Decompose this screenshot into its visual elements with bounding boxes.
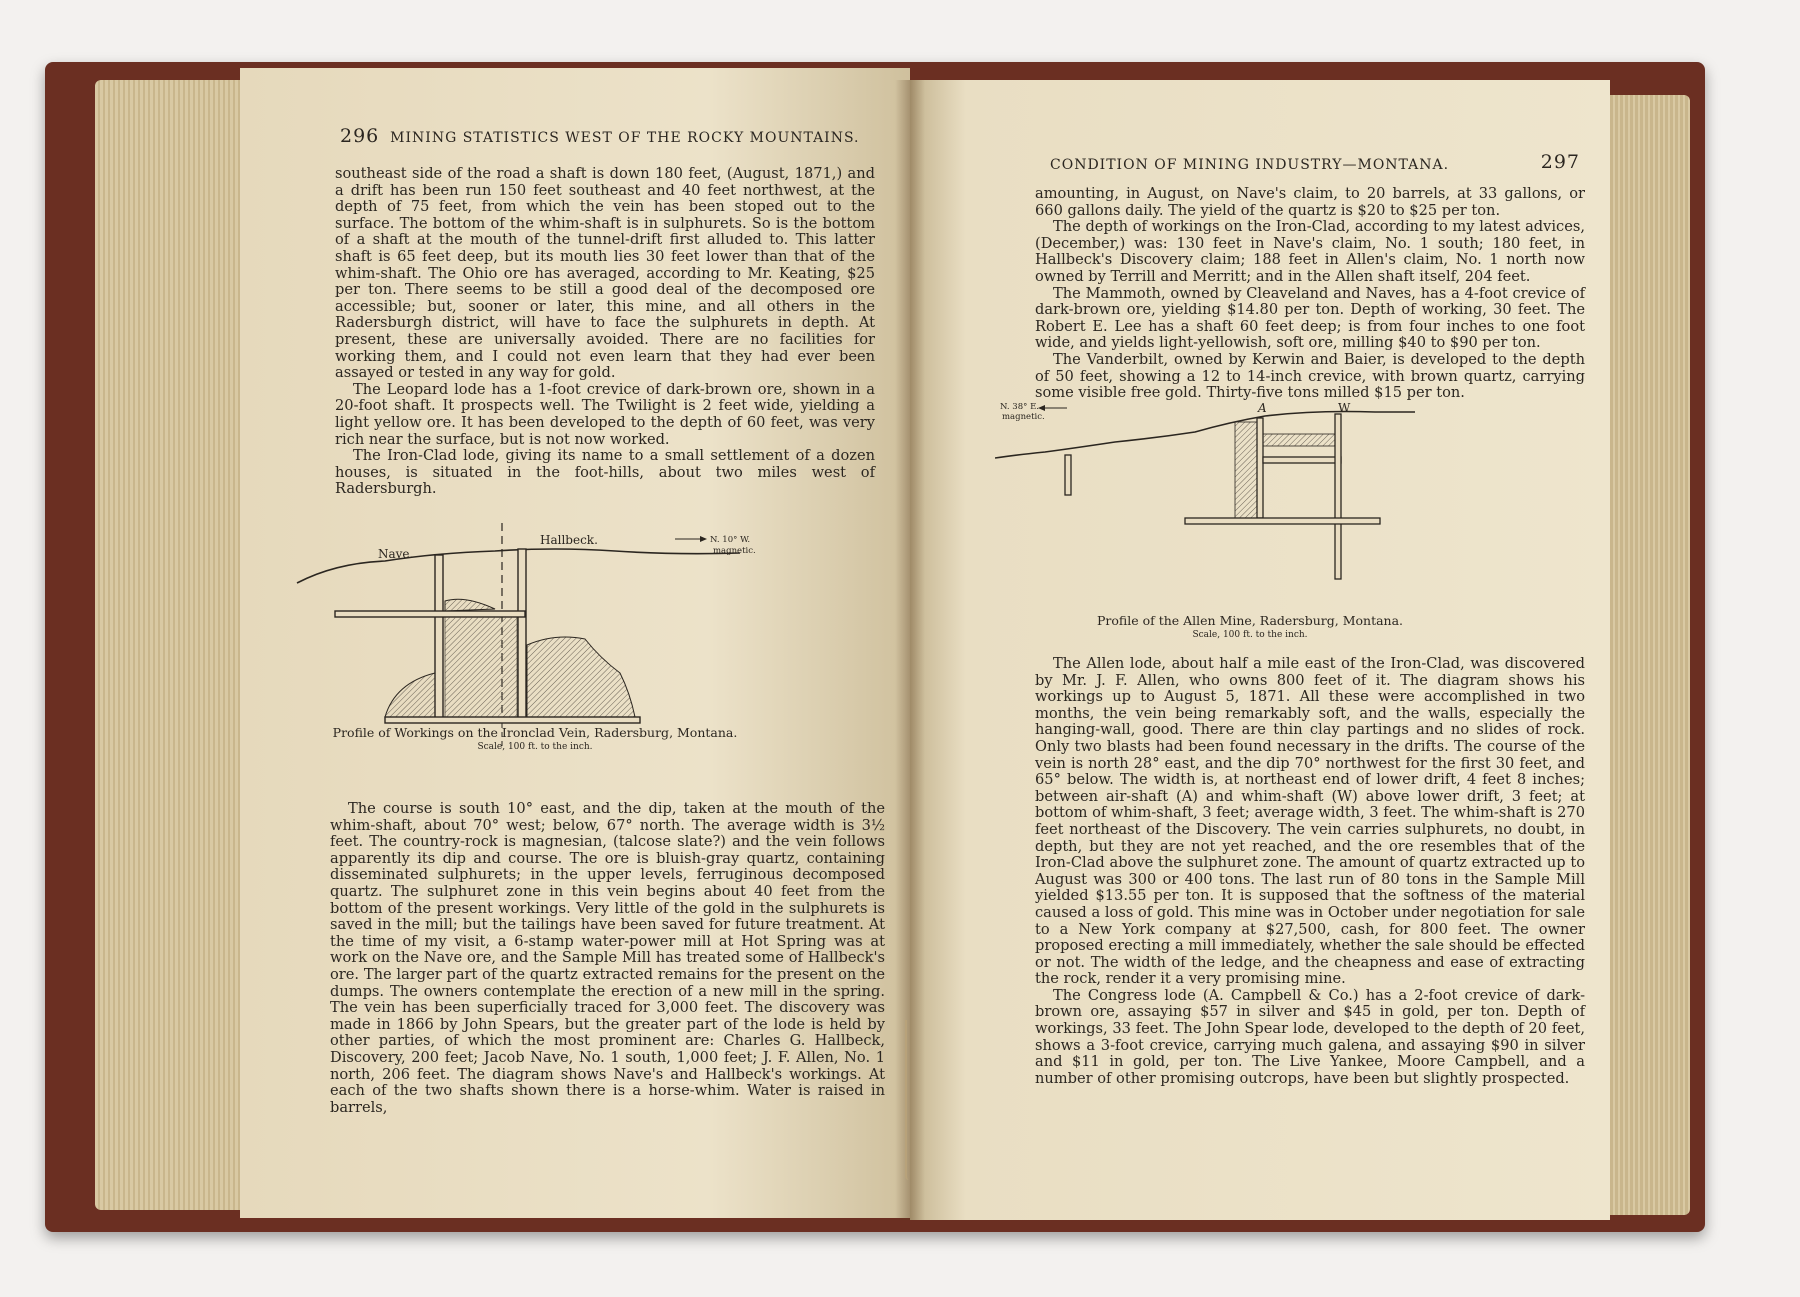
- left-body-top: [335, 166, 875, 498]
- hallbeck-shaft: [518, 549, 526, 719]
- whim-shaft: [1335, 414, 1341, 579]
- label-hallbeck: Hallbeck.: [540, 533, 598, 547]
- left-body-bottom: [330, 801, 885, 1116]
- paragraph: The Allen lode, about half a mile east of the Iron-Clad, was discovered by Mr. J. F. Allen, who owns 800 feet of it. The diagram shows his workings up to August 5, 1871. All these were accomplished in two months, the vein being remarkably soft, and the walls, especially the hanging-wall, good. There are thin clay partings and no slides of rock. Only two blasts had been found necessary in the drifts. The course of the vein is north 28° east, and the dip 70° northwest for the first 30 feet, and 65° below. The width is, at northeast end of lower drift, 4 feet 8 inches; between air-shaft (A) and whim-shaft (W) above lower drift, 3 feet; at bottom of whim-shaft, 3 feet; average width, 3 feet. The whim-shaft is 270 feet northeast of the Discovery. The vein carries sulphurets, no doubt, in depth, but they are not yet reached, and the ore resembles that of the Iron-Clad above the sulphuret zone. The amount of quartz extracted up to August was 300 or 400 tons. The last run of 80 tons in the Sample Mill yielded $13.55 per ton. It is supposed that the softness of the material caused a loss of gold. This mine was in October under negotiation for sale to a New York company at $27,500, cash, for 800 feet. The owner proposed erecting a mill immediately, whether the sale should be effected or not. The width of the ledge, and the cheapness and ease of extracting the rock, render it a very promising mine.: [1035, 655, 1585, 988]
- paragraph: amounting, in August, on Nave's claim, to 20 barrels, at 33 gallons, or 660 gallons daily. The yield of the quartz is $20 to $25 per ton.: [1035, 185, 1585, 219]
- left-page-number: 296: [340, 125, 380, 147]
- paragraph: southeast side of the road a shaft is down 180 feet, (August, 1871,) and a drift has been run 150 feet southeast and 40 feet northwest, at the depth of 75 feet, from which the vein has been stoped out to the surface. The bottom of the whim-shaft is in sulphurets. So is the bottom of a shaft at the mouth of the tunnel-drift first alluded to. This latter shaft is 65 feet deep, but its mouth lies 30 feet lower than that of the whim-shaft. The Ohio ore has averaged, according to Mr. Keating, $25 per ton. There seems to be still a good deal of the decomposed ore accessible; but, sooner or later, this mine, and all others in the Radersburgh district, will have to face the sulphurets in depth. At present, these are universally avoided. There are no facilities for working them, and I could not even learn that they had ever been assayed or tested in any way for gold.: [335, 165, 875, 382]
- bookmark-ribbon: [905, 1020, 913, 1180]
- right-running-title: CONDITION OF MINING INDUSTRY—MONTANA.: [1050, 157, 1450, 173]
- left-running-title: MINING STATISTICS WEST OF THE ROCKY MOUNTAINS.: [390, 130, 860, 146]
- paragraph: The Vanderbilt, owned by Kerwin and Baier, is developed to the depth of 50 feet, showing a 12 to 14-inch crevice, with brown quartz, carrying some visible free gold. Thirty-five tons milled $15 per ton.: [1035, 350, 1585, 402]
- paragraph: The Mammoth, owned by Cleaveland and Naves, has a 4-foot crevice of dark-brown ore, yielding $14.80 per ton. Depth of working, 30 feet. The Robert E. Lee has a shaft 60 feet deep; is from four inches to one foot wide, and yields light-yellowish, soft ore, milling $40 to $90 per ton.: [1035, 284, 1585, 352]
- ironclad-profile-diagram: [295, 523, 765, 748]
- paragraph: The course is south 10° east, and the dip, taken at the mouth of the whim-shaft, about 70° west; below, 67° north. The average width is 3½ feet. The country-rock is magnesian, (talcose slate?) and the vein follows apparently its dip and course. The ore is bluish-gray quartz, containing disseminated sulphurets; in the upper levels, ferruginous decomposed quartz. The sulphuret zone in this vein begins about 40 feet from the bottom of the present workings. Very little of the gold in the sulphurets is saved in the mill; but the tailings have been saved for future treatment. At the time of my visit, a 6-stamp water-power mill at Hot Spring was at work on the Nave ore, and the Sample Mill has treated some of Hallbeck's ore. The larger part of the quartz extracted remains for the present on the dumps. The owners contemplate the erection of a new mill in the spring. The vein has been superficially traced for 3,000 feet. The discovery was made in 1866 by John Spears, but the greater part of the lode is held by other parties, of which the most prominent are: Charles G. Hallbeck, Discovery, 200 feet; Jacob Nave, No. 1 south, 1,000 feet; J. F. Allen, No. 1 north, 206 feet. The diagram shows Nave's and Hallbeck's workings. At each of the two shafts shown there is a horse-whim. Water is raised in barrels,: [330, 800, 885, 1116]
- paragraph: The Leopard lode has a 1-foot crevice of dark-brown ore, shown in a 20-foot shaft. It prospects well. The Twilight is 2 feet wide, yielding a light yellow ore. It has been developed to the depth of 60 feet, was very rich near the surface, but is not now worked.: [335, 380, 875, 448]
- stope-nave-lower: [385, 673, 435, 717]
- upper-drift: [335, 611, 525, 617]
- surface-line: [995, 412, 1415, 459]
- right-page: [910, 80, 1610, 1220]
- discovery-shaft: [1065, 455, 1071, 495]
- label-whim-shaft: W: [1338, 401, 1351, 415]
- caption-title: Profile of Workings on the Ironclad Vein, Radersburg, Montana.: [332, 725, 738, 740]
- page-edges-right: [1600, 95, 1690, 1215]
- paragraph: The Iron-Clad lode, giving its name to a small settlement of a dozen houses, is situated in the foot-hills, about two miles west of Radersburgh.: [335, 447, 875, 498]
- upper-stope: [1263, 434, 1335, 446]
- stope-nave-upper: [445, 599, 495, 611]
- stope-middle: [445, 617, 517, 717]
- lower-drift: [385, 717, 640, 723]
- label-magnetic: magnetic.: [713, 546, 756, 556]
- label-direction: N. 10° W.: [710, 535, 751, 545]
- label-air-shaft: A: [1258, 401, 1267, 415]
- paragraph: The depth of workings on the Iron-Clad, according to my latest advices, (December,) was: 130 feet in Nave's claim, No. 1 south; 180 feet, in Hallbeck's Discovery claim; 188 feet in Allen's claim, No. 1 north now owned by Terrill and Merritt; and in the Allen shaft itself, 204 feet.: [1035, 218, 1585, 285]
- middle-drift: [1263, 457, 1341, 463]
- nave-shaft: [435, 555, 443, 720]
- caption-title: Profile of the Allen Mine, Radersburg, Montana.: [1096, 613, 1404, 628]
- page-edges-left: [95, 80, 245, 1210]
- caption-scale: Scale, 100 ft. to the inch.: [1192, 630, 1308, 640]
- left-page: [240, 68, 910, 1218]
- allen-caption: [1050, 614, 1450, 642]
- right-body-top: [1035, 186, 1585, 402]
- air-shaft: [1257, 418, 1263, 518]
- label-magnetic: magnetic.: [1002, 412, 1045, 422]
- right-body-bottom: [1035, 656, 1585, 1087]
- stope-hallbeck: [527, 637, 635, 717]
- left-running-head: [340, 125, 860, 147]
- paragraph: The Congress lode (A. Campbell & Co.) has a 2-foot crevice of dark-brown ore, assaying $57 in silver and $45 in gold, per ton. Depth of workings, 33 feet. The John Spear lode, developed to the depth of 20 feet, shows a 3-foot crevice, carrying much galena, and assaying $90 in silver and $11 in gold, per ton. The Live Yankee, Moore Campbell, and a number of other promising outcrops, have been but slightly prospected.: [1035, 986, 1585, 1087]
- allen-mine-profile-diagram: [995, 400, 1415, 605]
- vein-hatch: [1235, 422, 1257, 520]
- right-page-number: 297: [1540, 151, 1580, 173]
- label-nave: Nave.: [378, 547, 414, 561]
- lower-drift: [1185, 518, 1380, 524]
- label-direction: N. 38° E.: [1000, 402, 1039, 412]
- caption-scale: Scale, 100 ft. to the inch.: [477, 742, 593, 752]
- ironclad-caption: [330, 726, 740, 754]
